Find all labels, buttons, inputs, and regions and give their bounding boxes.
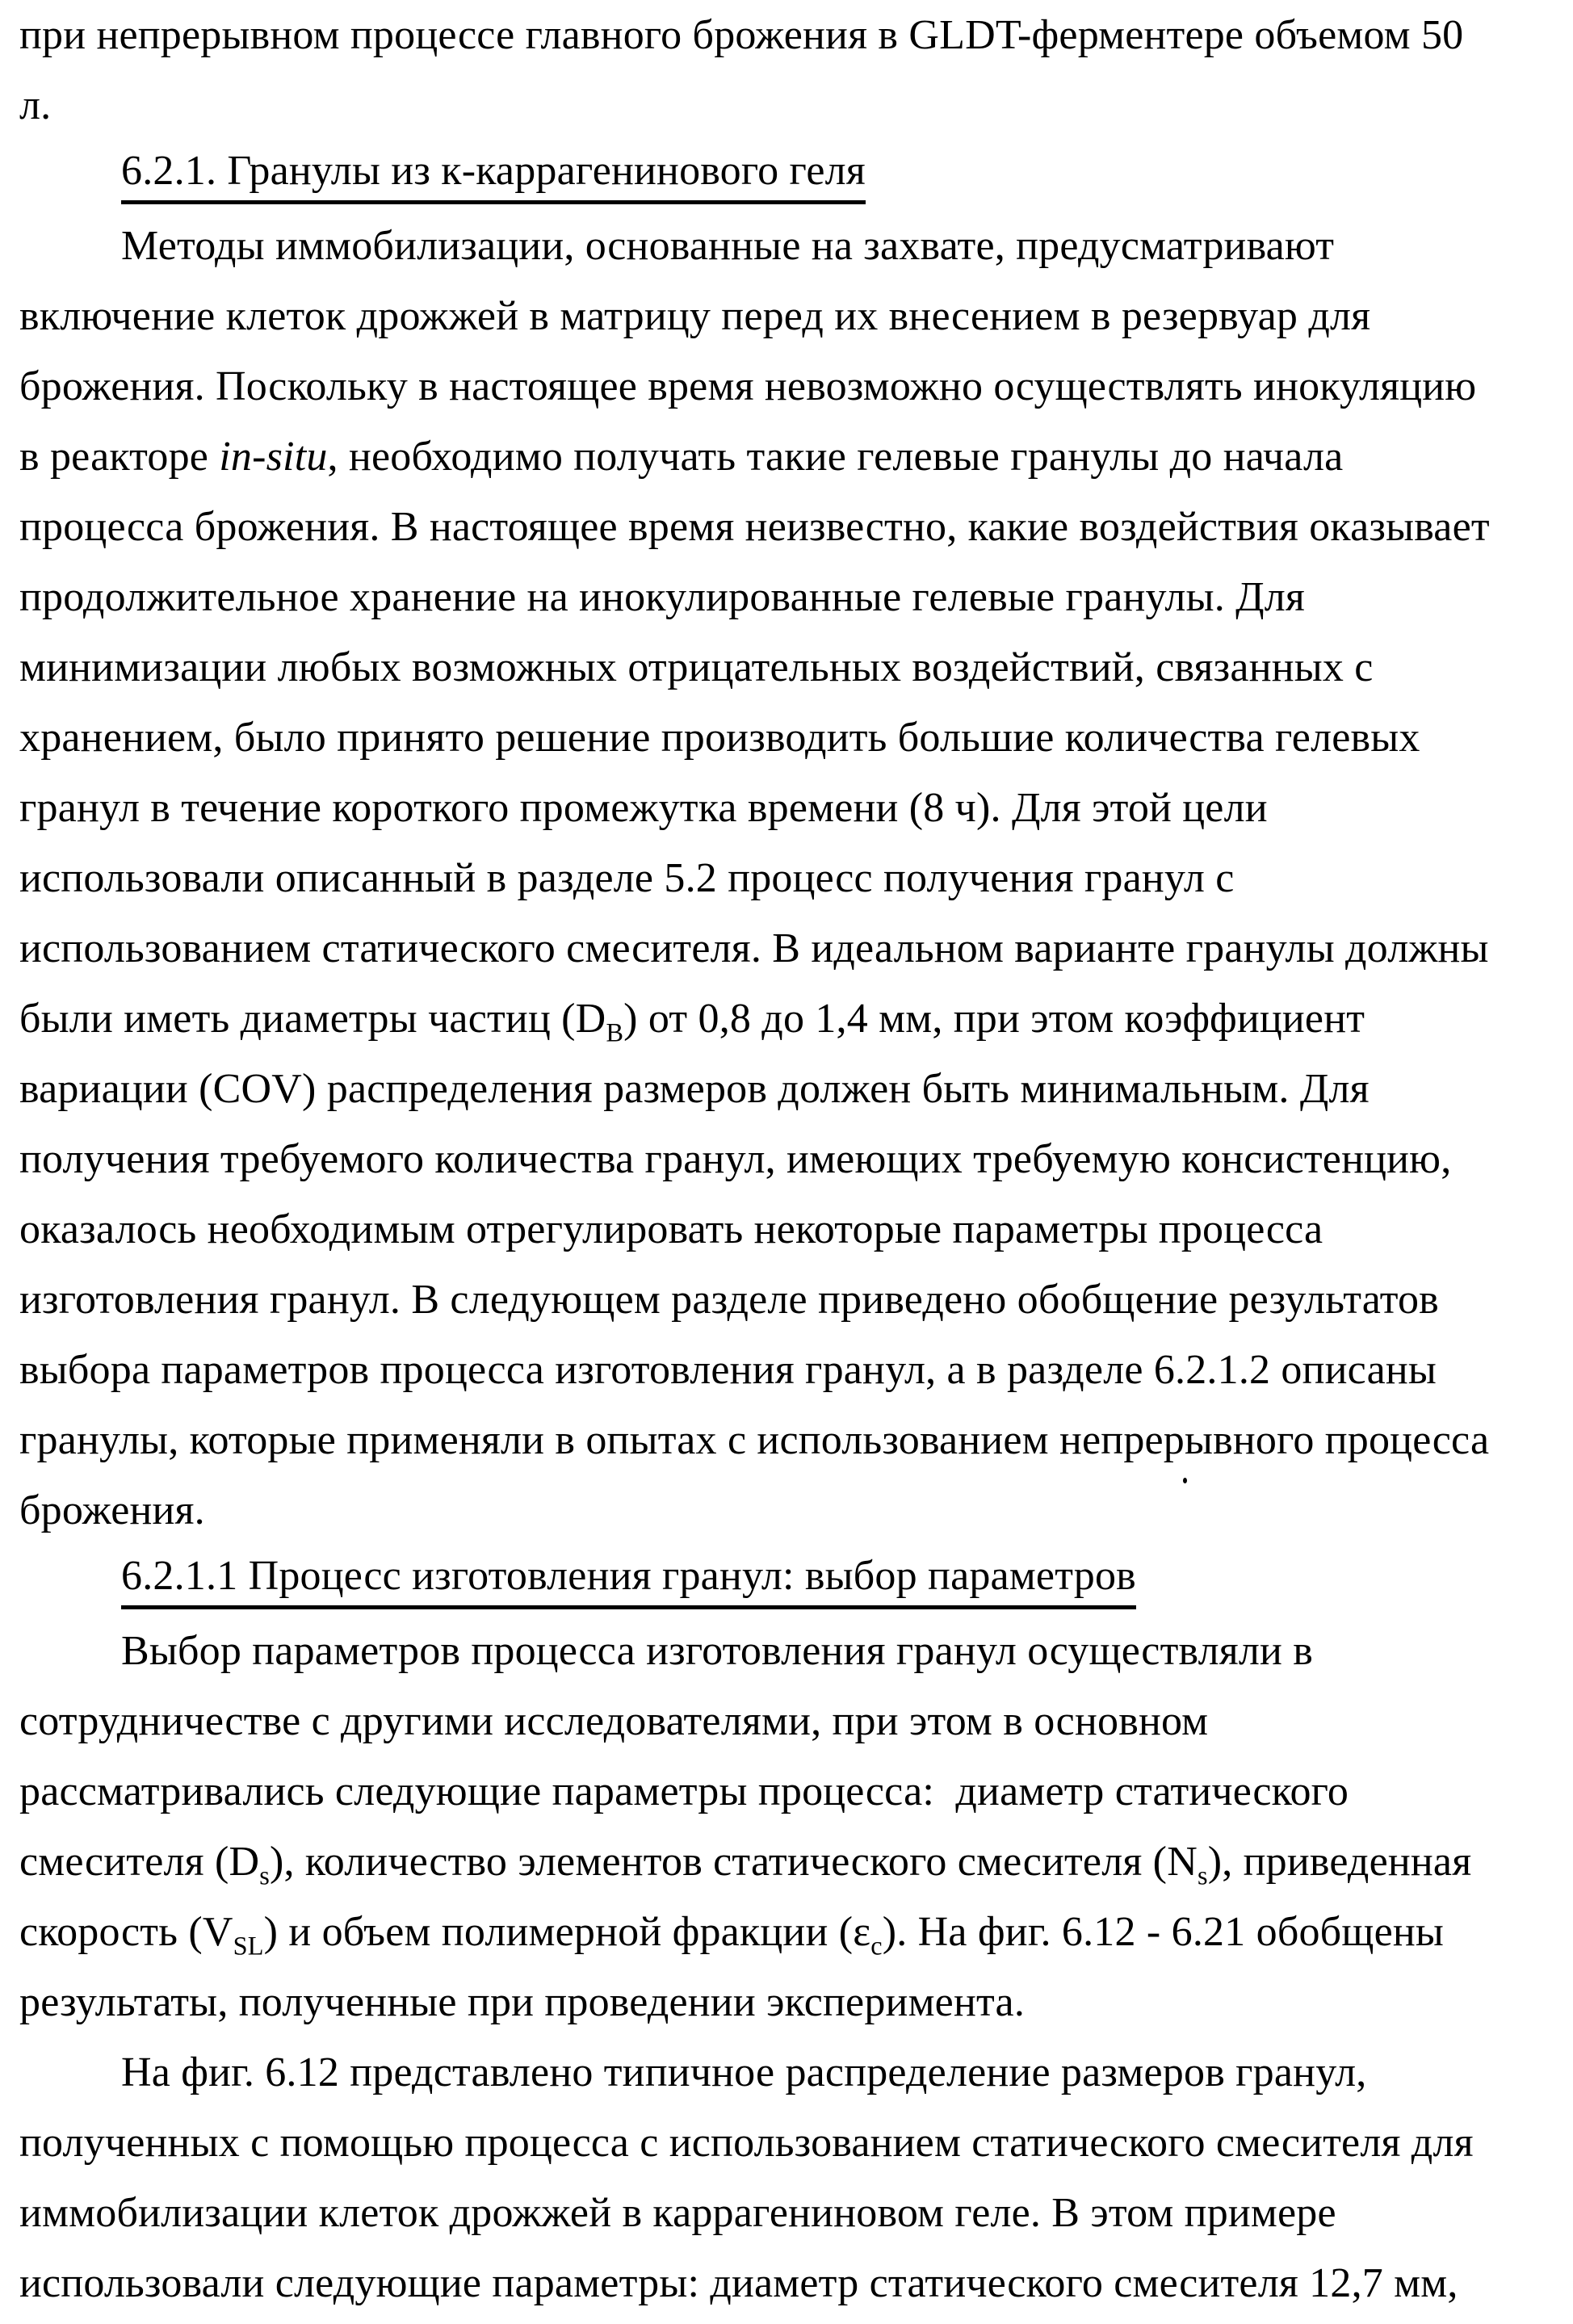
- plain-text: гранулы, которые применяли в опытах с использованием непрерывного процесса: [19, 1417, 1490, 1463]
- plain-text: , необходимо получать такие гелевые гранулы до начала: [327, 434, 1344, 480]
- plain-text: выбора параметров процесса изготовления гранул, а в разделе 6.2.1.2 описаны: [19, 1347, 1437, 1393]
- text-line: [19, 1827, 1557, 1897]
- text-line: [19, 913, 1557, 984]
- plain-text: смесителя (D: [19, 1839, 260, 1885]
- line-text: [121, 222, 1334, 270]
- plain-text: сотрудничестве с другими исследователями, при этом в основном: [19, 1698, 1209, 1744]
- plain-text: в реакторе: [19, 434, 220, 480]
- text-line: [19, 2178, 1557, 2248]
- line-text: [19, 503, 1490, 551]
- plain-text: хранением, было принято решение производить большие количества гелевых: [19, 715, 1420, 761]
- plain-text: скорость (V: [19, 1909, 233, 1955]
- text-line: [19, 843, 1557, 913]
- plain-text: 6.2.1. Гранулы из к-каррагенинового геля: [121, 148, 866, 194]
- text-line: [19, 281, 1557, 351]
- plain-text: ). На фиг. 6.12 - 6.21 обобщены: [882, 1909, 1445, 1955]
- subscript-text: c: [870, 1931, 883, 1961]
- text-line: [19, 2248, 1557, 2318]
- line-text: [19, 925, 1489, 972]
- line-text: [19, 854, 1234, 902]
- text-line: [19, 1054, 1557, 1124]
- plain-text: результаты, полученные при проведении эксперимента.: [19, 1979, 1026, 2025]
- line-text: [19, 573, 1305, 621]
- subscript-text: B: [606, 1017, 624, 1047]
- scan-speck: [1183, 1478, 1187, 1483]
- line-text: [19, 1065, 1370, 1113]
- line-text: [19, 292, 1370, 340]
- plain-text: Методы иммобилизации, основанные на захвате, предусматривают: [121, 223, 1335, 269]
- text-block: [19, 0, 1557, 2318]
- subscript-text: SL: [233, 1931, 264, 1961]
- plain-text: использованием статического смесителя. В идеальном варианте гранулы должны: [19, 925, 1489, 971]
- text-line: [19, 984, 1557, 1054]
- text-line: [19, 351, 1557, 422]
- text-line: [19, 1756, 1557, 1827]
- line-text: [19, 1135, 1451, 1183]
- line-text: [19, 714, 1420, 761]
- text-line: [19, 422, 1557, 492]
- text-line: [19, 2108, 1557, 2178]
- plain-text: минимизации любых возможных отрицательных воздействий, связанных с: [19, 644, 1374, 690]
- text-line: [19, 211, 1557, 281]
- plain-text: рассматривались следующие параметры процесса: диаметр статического: [19, 1768, 1349, 1814]
- line-text: [19, 11, 1463, 59]
- section-heading: [19, 1546, 1557, 1616]
- plain-text: при непрерывном процессе главного брожения в GLDT-ферментере объемом 50: [19, 12, 1464, 58]
- text-line: [19, 703, 1557, 773]
- line-text: [19, 1206, 1323, 1253]
- text-line: [19, 1124, 1557, 1194]
- plain-text: ) от 0,8 до 1,4 мм, при этом коэффициент: [623, 996, 1365, 1042]
- line-text: [19, 1416, 1489, 1464]
- italic-text: in-situ: [219, 434, 328, 480]
- plain-text: Выбор параметров процесса изготовления гранул осуществляли в: [121, 1628, 1313, 1674]
- plain-text: процесса брожения. В настоящее время неизвестно, какие воздействия оказывает: [19, 504, 1490, 550]
- plain-text: ), приведенная: [1207, 1839, 1472, 1885]
- line-text: [19, 1908, 1445, 1961]
- text-line: [19, 1897, 1557, 1967]
- line-text: [19, 784, 1268, 832]
- text-line: [19, 1335, 1557, 1405]
- line-text: [19, 644, 1374, 691]
- line-text: [19, 1697, 1208, 1745]
- plain-text: оказалось необходимым отрегулировать некоторые параметры процесса: [19, 1206, 1323, 1252]
- plain-text: брожения. Поскольку в настоящее время невозможно осуществлять инокуляцию: [19, 363, 1477, 409]
- plain-text: брожения.: [19, 1487, 205, 1533]
- plain-text: ) и объем полимерной фракции (ε: [263, 1909, 871, 1955]
- text-line: [19, 632, 1557, 703]
- plain-text: продолжительное хранение на инокулированные гелевые гранулы. Для: [19, 574, 1306, 620]
- plain-text: ), количество элементов статического смесителя (N: [269, 1839, 1198, 1885]
- text-line: [19, 0, 1557, 70]
- text-line: [19, 1475, 1557, 1546]
- subscript-text: s: [1197, 1860, 1208, 1890]
- line-text: [19, 363, 1476, 410]
- line-text: [19, 1276, 1439, 1324]
- line-text: [121, 147, 866, 204]
- text-line: [19, 1967, 1557, 2037]
- plain-text: иммобилизации клеток дрожжей в каррагениновом геле. В этом примере: [19, 2190, 1336, 2236]
- line-text: [19, 2119, 1474, 2167]
- line-text: [19, 433, 1343, 480]
- line-text: [19, 1838, 1472, 1890]
- plain-text: использовали следующие параметры: диаметр статического смесителя 12,7 мм,: [19, 2260, 1458, 2306]
- text-line: [19, 492, 1557, 562]
- text-line: [19, 562, 1557, 632]
- text-line: [19, 70, 1557, 141]
- line-text: [121, 1552, 1136, 1609]
- plain-text: изготовления гранул. В следующем разделе приведено обобщение результатов: [19, 1277, 1439, 1323]
- line-text: [19, 1768, 1349, 1815]
- subscript-text: s: [259, 1860, 270, 1890]
- line-text: [121, 2049, 1366, 2096]
- text-line: [19, 1616, 1557, 1686]
- plain-text: были иметь диаметры частиц (D: [19, 996, 606, 1042]
- line-text: [19, 82, 51, 129]
- text-line: [19, 2037, 1557, 2108]
- plain-text: включение клеток дрожжей в матрицу перед их внесением в резервуар для: [19, 293, 1371, 339]
- plain-text: л.: [19, 82, 52, 128]
- plain-text: полученных с помощью процесса с использованием статического смесителя для: [19, 2120, 1474, 2166]
- text-line: [19, 1194, 1557, 1265]
- plain-text: вариации (COV) распределения размеров должен быть минимальным. Для: [19, 1066, 1370, 1112]
- section-heading: [19, 141, 1557, 211]
- line-text: [121, 1627, 1313, 1675]
- plain-text: На фиг. 6.12 представлено типичное распределение размеров гранул,: [121, 2049, 1367, 2095]
- line-text: [19, 2259, 1458, 2307]
- text-line: [19, 1265, 1557, 1335]
- plain-text: гранул в течение короткого промежутка времени (8 ч). Для этой цели: [19, 785, 1268, 831]
- plain-text: 6.2.1.1 Процесс изготовления гранул: выбор параметров: [121, 1553, 1136, 1599]
- line-text: [19, 1978, 1025, 2026]
- text-line: [19, 773, 1557, 843]
- text-line: [19, 1686, 1557, 1756]
- text-line: [19, 1405, 1557, 1475]
- line-text: [19, 1346, 1437, 1394]
- plain-text: использовали описанный в разделе 5.2 процесс получения гранул с: [19, 855, 1235, 901]
- plain-text: получения требуемого количества гранул, имеющих требуемую консистенцию,: [19, 1136, 1452, 1182]
- line-text: [19, 1487, 205, 1534]
- line-text: [19, 995, 1365, 1047]
- line-text: [19, 2189, 1336, 2237]
